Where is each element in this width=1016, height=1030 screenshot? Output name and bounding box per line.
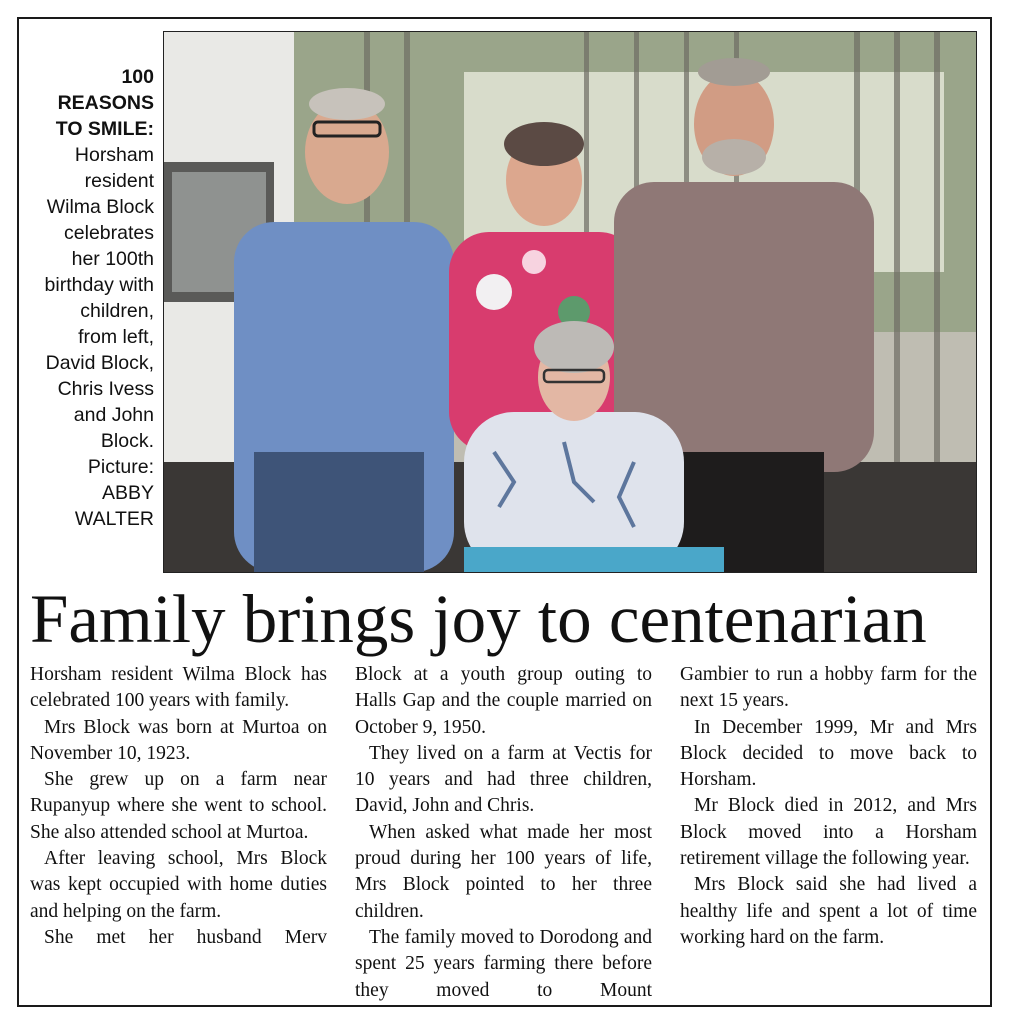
paragraph: Block at a youth group outing to Halls Gap and the couple married on October 9, 1950.	[355, 664, 652, 738]
caption-line: Picture:	[87, 456, 154, 478]
paragraph: Mrs Block said she had lived a healthy life and spent a lot of time working hard on the farm.	[680, 874, 977, 948]
family-photo-illustration	[164, 32, 976, 572]
caption-line: her 100th	[71, 248, 154, 270]
article-headline: Family brings joy to centenarian	[30, 581, 927, 657]
article-column-3	[680, 662, 977, 951]
paragraph: Mr Block died in 2012, and Mrs Block moved into a Horsham retirement village the following year.	[680, 795, 977, 870]
paragraph: Gambier to run a hobby farm for the next 15 years.	[680, 664, 977, 712]
paragraph: When asked what made her most proud during her 100 years of life, Mrs Block pointed to her three children.	[355, 821, 652, 922]
paragraph: Horsham resident Wilma Block has celebrated 100 years with family.	[30, 664, 327, 712]
caption-line: from left,	[78, 326, 154, 348]
caption-line: WALTER	[74, 508, 154, 530]
paragraph: Mrs Block was born at Murtoa on November 10, 1923.	[30, 716, 327, 764]
article-column-2	[355, 662, 652, 1004]
caption-line: children,	[80, 300, 154, 322]
caption-line: David Block,	[45, 352, 154, 374]
article-column-1	[30, 662, 327, 951]
caption-lead-line: REASONS	[57, 92, 154, 114]
caption-line: celebrates	[64, 222, 154, 244]
caption-line: ABBY	[101, 482, 154, 504]
paragraph: She met her husband Merv	[44, 926, 327, 948]
article-photo	[163, 31, 977, 573]
photo-caption	[22, 64, 154, 532]
caption-line: resident	[84, 170, 154, 192]
paragraph: After leaving school, Mrs Block was kept occupied with home duties and helping on the farm.	[30, 848, 327, 922]
paragraph: In December 1999, Mr and Mrs Block decided to move back to Horsham.	[680, 716, 977, 791]
caption-line: Block.	[100, 430, 154, 452]
paragraph: They lived on a farm at Vectis for 10 years and had three children, David, John and Chris.	[355, 742, 652, 817]
paragraph: The family moved to Dorodong and spent 25 years farming there before they moved to Mount	[355, 926, 652, 1001]
caption-line: Horsham	[74, 144, 154, 166]
caption-lead-line: TO SMILE:	[55, 118, 154, 140]
caption-lead	[22, 64, 154, 142]
caption-lead-line: 100	[121, 66, 154, 88]
caption-body	[22, 142, 154, 532]
paragraph: She grew up on a farm near Rupanyup where she went to school. She also attended school at Murtoa.	[30, 769, 327, 843]
caption-line: birthday with	[44, 274, 154, 296]
caption-line: Wilma Block	[46, 196, 154, 218]
caption-line: and John	[73, 404, 154, 426]
caption-line: Chris Ivess	[57, 378, 154, 400]
